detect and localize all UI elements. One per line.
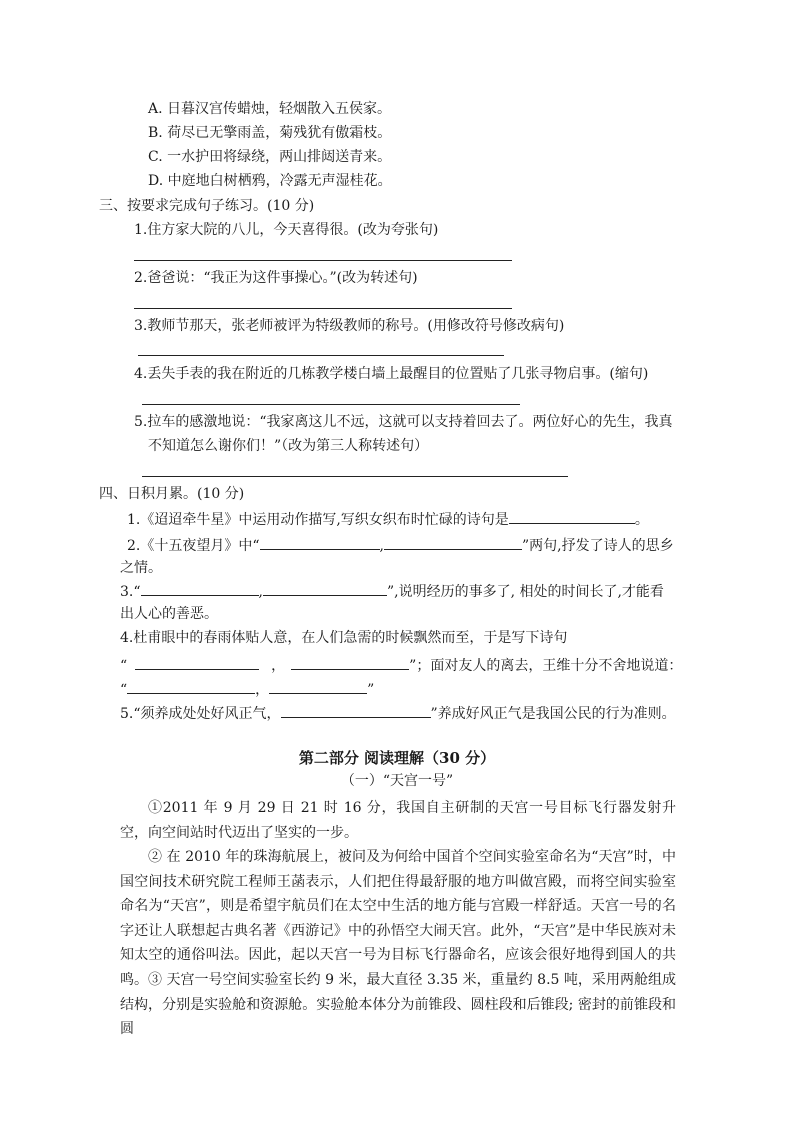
section3-item-3: 3.教师节那天，张老师被评为特级教师的称号。(用修改符号修改病句) — [134, 318, 565, 334]
answer-line-2[interactable] — [134, 308, 512, 309]
section3-item-1: 1.住方家大院的八儿，今天喜得很。(改为夸张句) — [134, 222, 439, 238]
section4-q3 — [120, 580, 664, 602]
section4-q4: 4.杜甫眼中的春雨体贴人意，在人们急需的时候飘然而至，于是写下诗句 — [120, 630, 568, 646]
q1-text: 1.《迢迢牵牛星》中运用动作描写,写织女织布时忙碌的诗句是 — [127, 512, 509, 528]
section4-title: 四、日积月累。(10 分) — [99, 486, 245, 502]
q4-blank-1[interactable] — [135, 654, 259, 670]
option-b: B. 荷尽已无擎雨盖，菊残犹有傲霜枝。 — [148, 125, 392, 141]
q4-blank-3[interactable] — [127, 678, 255, 694]
q4-blank-2[interactable] — [291, 654, 409, 670]
option-d: D. 中庭地白树栖鸦，冷露无声湿桂花。 — [148, 173, 392, 189]
q5-start: 5.“须养成处处好风正气， — [120, 706, 281, 722]
answer-line-4[interactable] — [142, 404, 520, 405]
q4-comma2: ， — [255, 682, 270, 698]
option-c: C. 一水护田将绿绕，两山排闼送青来。 — [148, 149, 392, 165]
q2-end: ”两句,抒发了诗人的思乡 — [521, 538, 674, 554]
part2-title: 第二部分 阅读理解（30 分） — [298, 749, 496, 767]
part2-subtitle: （一）“天宫一号” — [340, 773, 454, 789]
q4-blank-4[interactable] — [269, 678, 367, 694]
q4-open: “ — [120, 658, 128, 674]
q4-close2: ” — [367, 682, 375, 698]
answer-line-3[interactable] — [138, 355, 504, 356]
q5-end: ”养成好风正气是我国公民的行为准则。 — [430, 706, 676, 722]
reading-paragraph-3: ③ 天宫一号空间实验室长约 9 米，最大直径 3.35 米，重量约 8.5 吨，采用两舱组成结构，分别是实验舱和资源舱。实验舱本体分为前锥段、圆柱段和后锥段; 密封的前锥段和圆 — [120, 972, 676, 1037]
q3-comma: , — [258, 584, 263, 600]
answer-line-1[interactable] — [134, 260, 512, 261]
q2-blank-2[interactable] — [384, 534, 522, 550]
section4-q4-line3 — [120, 678, 374, 700]
q4-open2: “ — [120, 682, 128, 698]
q2-comma: , — [379, 538, 384, 554]
option-a: A. 日暮汉宫传蜡烛，轻烟散入五侯家。 — [148, 101, 392, 117]
q3-end: ”,说明经历的事多了, 相处的时间长了,才能看 — [386, 584, 664, 600]
section4-q5 — [120, 702, 676, 724]
section3-item-5: 5.拉车的感激地说：“我家离这儿不远，这就可以支持着回去了。两位好心的先生，我真 — [134, 414, 673, 430]
section3-item-4: 4.丢失手表的我在附近的几栋教学楼白墙上最醒目的位置贴了几张寻物启事。(缩句) — [134, 366, 649, 382]
q4-mid: ”；面对友人的离去，王维十分不舍地说道： — [409, 658, 683, 674]
section4-q1 — [127, 508, 649, 530]
q3-blank-1[interactable] — [141, 580, 259, 596]
q1-end: 。 — [634, 512, 649, 528]
q5-blank[interactable] — [281, 702, 431, 718]
q2-cont: 之情。 — [120, 560, 162, 576]
reading-paragraph-2: ② 在 2010 年的珠海航展上，被问及为何给中国首个空间实验室命名为“天宫”时，中国空间技术研究院工程师王菡表示，人们把住得最舒服的地方叫做宫殿，而将空间实验室命名为“天宫”，则是希望宇航员们在太空中生活的地方能与宫殿一样舒适。天宫一号的名字还让人联想起古典名著《西游记》中的孙悟空大闹天宫。此外，“天宫”是中华民族对未知太空的通俗叫法。因此，起以天宫一号为目标飞行器命名，应该会很好地得到国人的共鸣。 — [120, 849, 676, 988]
answer-line-5[interactable] — [142, 476, 568, 477]
q1-blank[interactable] — [509, 508, 635, 524]
q3-start: 3.“ — [120, 584, 141, 600]
q3-cont: 出人心的善恶。 — [120, 606, 218, 622]
section3-title: 三、按要求完成句子练习。(10 分) — [99, 198, 315, 214]
q4-comma: ， — [271, 658, 286, 674]
section4-q4-line2 — [120, 654, 682, 676]
q2-blank-1[interactable] — [260, 534, 380, 550]
section3-item-2: 2.爸爸说：“我正为这件事操心。”(改为转述句) — [134, 270, 418, 286]
section4-q2 — [127, 534, 674, 556]
reading-paragraph-1: ①2011 年 9 月 29 日 21 时 16 分，我国自主研制的天宫一号目标飞行器发射升空，向空间站时代迈出了坚实的一步。 — [120, 800, 676, 841]
q2-text: 2.《十五夜望月》中“ — [127, 538, 260, 554]
q3-blank-2[interactable] — [263, 580, 387, 596]
section3-item-5-cont: 不知道怎么谢你们！”（改为第三人称转述句） — [148, 438, 429, 454]
